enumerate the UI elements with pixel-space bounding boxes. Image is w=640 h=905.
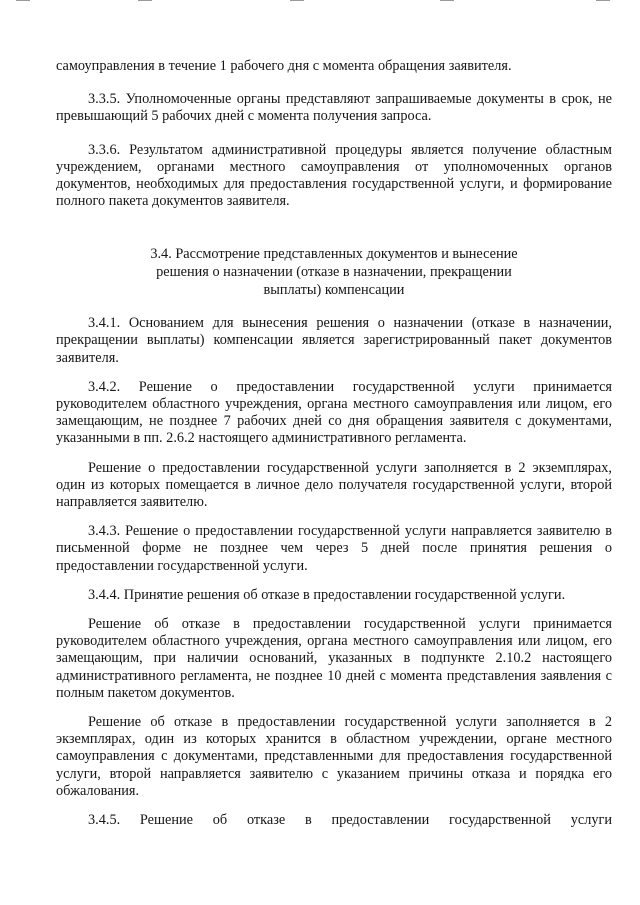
section-heading-3-4 <box>56 246 612 299</box>
paragraph-3-3-5: 3.3.5. Уполномоченные органы представляют запрашиваемые документы в срок, не превышающий 5 рабочих дней с момента получения запроса. <box>56 91 612 125</box>
paragraph-3-3-6: 3.3.6. Результатом административной процедуры является получение областным учреждением, органами местного самоуправления от уполномоченных органов документов, необходимых для предоставления государственной услуги, и формирование полного пакета документов заявителя. <box>56 141 612 210</box>
document-page <box>56 58 612 829</box>
paragraph-refusal-decision: Решение об отказе в предоставлении государственной услуги принимается руководителем областного учреждения, органа местного самоуправления или лицом, его замещающим, при наличии оснований, указанных в подпункте 2.10.2 настоящего административного регламента, не позднее 10 дней с момента представления заявления с полным пакетом документов. <box>56 616 612 701</box>
paragraph-3-4-1: 3.4.1. Основанием для вынесения решения о назначении (отказе в назначении, прекращении выплаты) компенсации является зарегистрированный пакет документов заявителя. <box>56 315 612 366</box>
paragraph-refusal-copies: Решение об отказе в предоставлении государственной услуги заполняется в 2 экземплярах, один из которых хранится в областном учреждении, органе местного самоуправления с документами, представленными для предоставления государственной услуги, второй направляется заявителю с указанием причины отказа и порядка его обжалования. <box>56 714 612 799</box>
paragraph-3-4-4: 3.4.4. Принятие решения об отказе в предоставлении государственной услуги. <box>88 586 566 603</box>
scan-mark <box>290 0 304 4</box>
paragraph-3-4-3: 3.4.3. Решение о предоставлении государственной услуги направляется заявителю в письменной форме не позднее чем через 5 дней после принятия решения о предоставлении государственной услуги. <box>56 523 612 574</box>
heading-line: решения о назначении (отказе в назначении, прекращении <box>156 264 512 281</box>
heading-line: 3.4. Рассмотрение представленных документов и вынесение <box>150 246 518 263</box>
paragraph-decision-copies: Решение о предоставлении государственной услуги заполняется в 2 экземплярах, один из которых помещается в личное дело получателя государственной услуги, второй направляется заявителю. <box>56 459 612 511</box>
scan-mark <box>596 0 610 4</box>
paragraph-3-4-2: 3.4.2. Решение о предоставлении государственной услуги принимается руководителем областного учреждения, органа местного самоуправления или лицом, его замещающим, не позднее 7 рабочих дней со дня обращения заявителя с документами, указанными в пп. 2.6.2 настоящего административного регламента. <box>56 378 612 447</box>
paragraph-continuation: самоуправления в течение 1 рабочего дня с момента обращения заявителя. <box>56 58 512 74</box>
scan-top-edge-marks <box>0 0 640 10</box>
heading-line: выплаты) компенсации <box>263 281 405 298</box>
scan-mark <box>440 0 454 4</box>
scan-mark <box>16 0 30 4</box>
scan-mark <box>138 0 152 4</box>
paragraph-3-4-5: 3.4.5. Решение об отказе в предоставлении государственной услуги <box>88 812 612 829</box>
